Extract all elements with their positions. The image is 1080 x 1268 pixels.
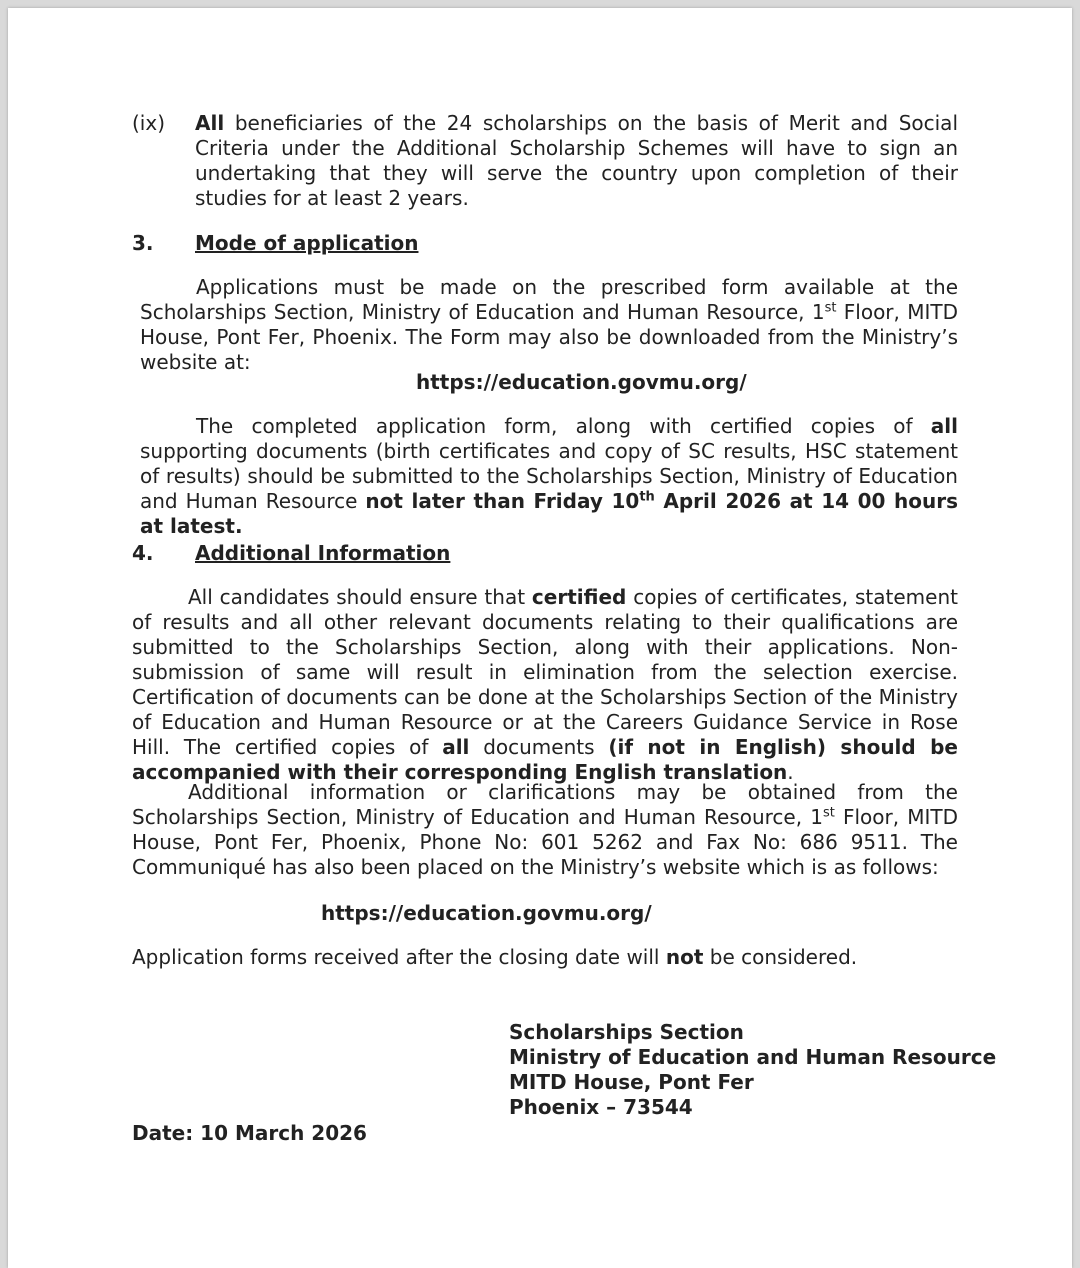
section-4-website-link[interactable]: https://education.govmu.org/ bbox=[321, 901, 652, 925]
section-4-p2-text-a: Additional information or clarifications may be obtained from the Scholarships Section, Ministry of Education and Human Resource, 1 bbox=[132, 780, 958, 829]
section-4-p1-bold-all: all bbox=[442, 735, 470, 759]
section-4-p1-bold-tail: (if not in English) should be accompanied with their corresponding English translation bbox=[132, 735, 958, 784]
document-page bbox=[8, 8, 1072, 1268]
section-3-paragraph-1 bbox=[140, 275, 958, 375]
closing-text-b: be considered. bbox=[703, 945, 858, 969]
closing-text-a: Application forms received after the closing date will bbox=[132, 945, 666, 969]
closing-statement bbox=[132, 945, 958, 970]
item-ix-marker: (ix) bbox=[132, 111, 165, 135]
item-ix-lead: All bbox=[195, 111, 225, 135]
signature-line-2: Ministry of Education and Human Resource bbox=[509, 1045, 997, 1069]
section-4-paragraph-1 bbox=[132, 585, 958, 785]
section-4-p1-end: . bbox=[787, 760, 794, 784]
section-3-deadline-sup: th bbox=[639, 489, 655, 505]
section-3-p1-text-b: Floor, MITD House, Pont Fer, Phoenix. The Form may also be downloaded from the Ministry’s website at: bbox=[140, 300, 958, 374]
section-4-p1-text-a: All candidates should ensure that bbox=[188, 585, 532, 609]
section-3-p2-text-a: The completed application form, along with certified copies of bbox=[196, 414, 931, 438]
section-4-paragraph-2 bbox=[132, 780, 958, 880]
item-ix-paragraph bbox=[195, 111, 958, 211]
section-3-p2-text-b: supporting documents (birth certificates and copy of SC results, HSC statement of results) should be submitted to the Scholarships Section, Ministry of Education and Human Resource bbox=[140, 439, 958, 513]
section-3-heading: Mode of application bbox=[195, 231, 419, 255]
section-3-number: 3. bbox=[132, 231, 154, 255]
section-3-p1-sup: st bbox=[824, 300, 837, 316]
section-3-p2-bold-all: all bbox=[930, 414, 958, 438]
section-3-website-link[interactable]: https://education.govmu.org/ bbox=[416, 370, 747, 394]
item-ix-text: beneficiaries of the 24 scholarships on the basis of Merit and Social Criteria under the Additional Scholarship Schemes will have to sign an undertaking that they will serve the country upon completion of their studies for at least 2 years. bbox=[195, 111, 958, 210]
section-4-p1-text-b: copies of certificates, statement of results and all other relevant documents relating to their qualifications are submitted to the Scholarships Section, along with their applications. Non-submission of same will result in elimination from the selection exercise. Certification of documents can be done at the Scholarships Section of the Ministry of Education and Human Resource or at the Careers Guidance Service in Rose Hill. The certified copies of bbox=[132, 585, 958, 759]
section-4-number: 4. bbox=[132, 541, 154, 565]
closing-bold-not: not bbox=[665, 945, 704, 969]
signature-line-4: Phoenix – 73544 bbox=[509, 1095, 693, 1119]
section-3-p1-text-a: Applications must be made on the prescribed form available at the Scholarships Section, Ministry of Education and Human Resource, 1 bbox=[140, 275, 958, 324]
section-3-deadline-a: not later than Friday 10 bbox=[365, 489, 640, 513]
signature-line-1: Scholarships Section bbox=[509, 1020, 744, 1044]
document-body bbox=[8, 8, 1072, 1268]
document-date: Date: 10 March 2026 bbox=[132, 1121, 367, 1145]
section-4-p2-text-b: Floor, MITD House, Pont Fer, Phoenix, Phone No: 601 5262 and Fax No: 686 9511. The Communiqué has also been placed on the Ministry’s website which is as follows: bbox=[132, 805, 958, 879]
section-4-p1-bold-certified: certified bbox=[531, 585, 627, 609]
section-4-heading: Additional Information bbox=[195, 541, 451, 565]
section-4-p1-text-c: documents bbox=[469, 735, 609, 759]
section-3-deadline-b: April 2026 at 14 00 hours at latest. bbox=[140, 489, 959, 538]
signature-line-3: MITD House, Pont Fer bbox=[509, 1070, 754, 1094]
section-4-p2-sup: st bbox=[822, 805, 835, 821]
section-3-paragraph-2 bbox=[140, 414, 958, 539]
